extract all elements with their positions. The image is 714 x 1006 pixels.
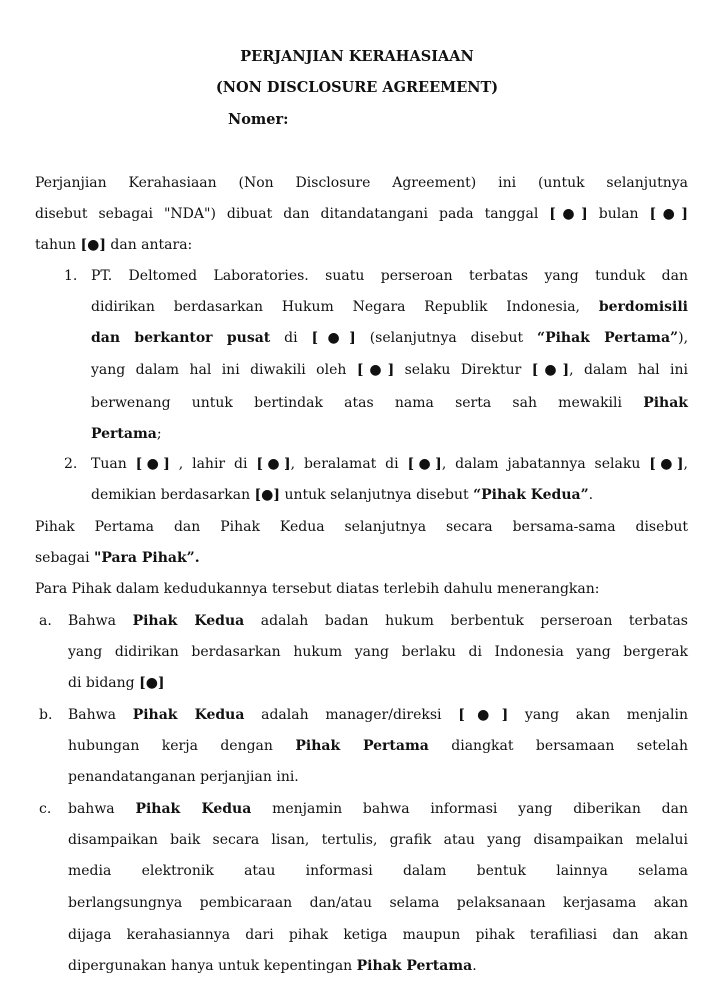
- party-1-text: didirikan berdasarkan Hukum Negara Republik Indonesia,: [91, 299, 581, 315]
- recital-b-line: [68, 706, 688, 724]
- recital-bold: Pihak Kedua: [132, 613, 245, 629]
- intro-line: [35, 205, 688, 223]
- party-1-bold: berdomisili: [598, 299, 688, 315]
- placeholder: [●]: [135, 456, 170, 472]
- defined-term-pihak-pertama: “Pihak Pertama”: [537, 330, 679, 346]
- recital-bold: Pihak Pertama: [356, 958, 473, 974]
- placeholder: [●]: [531, 362, 570, 378]
- party-1-text: ),: [678, 330, 689, 346]
- document-title: PERJANJIAN KERAHASIAAN: [240, 48, 474, 65]
- placeholder-year: [●]: [80, 237, 106, 253]
- party-1-line: [91, 329, 688, 347]
- party-1-bold: dan berkantor pusat: [91, 330, 271, 346]
- recital-text: menjamin bahwa informasi yang diberikan dan: [272, 801, 689, 817]
- party-2-text: , dalam jabatannya selaku: [441, 456, 641, 472]
- recital-c-line: [68, 957, 688, 975]
- para-pihak-text: sebagai: [35, 550, 90, 566]
- intro-text: bulan: [598, 206, 639, 222]
- recital-c-line: disampaikan baik secara lisan, tertulis, grafik atau yang disampaikan melalui: [68, 832, 688, 848]
- recital-text: adalah badan hukum berbentuk perseroan terbatas: [260, 613, 688, 629]
- recital-intro: Para Pihak dalam kedudukannya tersebut diatas terlebih dahulu menerangkan:: [35, 581, 600, 597]
- defined-term-pihak-kedua: “Pihak Kedua”: [473, 487, 589, 503]
- party-2-text: demikian berdasarkan: [91, 487, 251, 503]
- recital-text: dipergunakan hanya untuk kepentingan: [68, 958, 353, 974]
- party-1-text: ;: [156, 426, 162, 442]
- placeholder: [●]: [254, 487, 281, 503]
- recital-text: yang akan menjalin: [524, 707, 688, 723]
- recital-a-line: [68, 674, 688, 692]
- party-2-text: Tuan: [91, 456, 127, 472]
- intro-text: tahun: [35, 237, 77, 253]
- placeholder: [●]: [649, 456, 684, 472]
- recital-c-line: dijaga kerahasiannya dari pihak ketiga maupun pihak terafiliasi dan akan: [68, 927, 688, 943]
- placeholder-month: [●]: [649, 206, 689, 222]
- placeholder-date: [●]: [549, 206, 588, 222]
- recital-b-line: [68, 737, 688, 755]
- placeholder: [●]: [256, 456, 291, 472]
- recital-text: .: [472, 958, 477, 974]
- document-number-label: Nomer:: [228, 111, 289, 128]
- party-2-text: ,: [683, 456, 688, 472]
- party-2-text: .: [588, 487, 594, 503]
- list-marker: c.: [39, 801, 52, 817]
- list-marker: a.: [39, 613, 52, 629]
- party-1-bold: Pertama: [91, 426, 157, 442]
- placeholder: [●]: [139, 675, 165, 691]
- document-subtitle: (NON DISCLOSURE AGREEMENT): [215, 79, 499, 96]
- intro-line: Perjanjian Kerahasiaan (Non Disclosure Agreement) ini (untuk selanjutnya: [35, 175, 688, 191]
- party-1-bold: Pihak: [643, 395, 688, 411]
- party-2-text: , lahir di: [178, 456, 248, 472]
- recital-text: bahwa: [68, 801, 115, 817]
- party-1-text: di: [284, 330, 298, 346]
- party-1-line: [91, 361, 688, 379]
- party-1-line: [91, 425, 688, 443]
- placeholder: [●]: [458, 707, 509, 723]
- party-1-text: yang dalam hal ini diwakili oleh: [91, 362, 347, 378]
- party-1-text: berwenang untuk bertindak atas nama serta sah mewakili: [91, 395, 622, 411]
- party-1-text: (selanjutnya disebut: [369, 330, 524, 346]
- recital-text: adalah manager/direksi: [261, 707, 442, 723]
- party-2-text: , beralamat di: [290, 456, 399, 472]
- list-marker: 1.: [64, 268, 78, 284]
- party-2-text: untuk selanjutnya disebut: [284, 487, 469, 503]
- recital-text: Bahwa: [68, 707, 116, 723]
- placeholder: [●]: [311, 330, 356, 346]
- recital-a-line: [68, 612, 688, 630]
- list-marker: b.: [39, 707, 53, 723]
- recital-text: di bidang: [68, 675, 135, 691]
- recital-bold: Pihak Kedua: [132, 707, 245, 723]
- para-pihak-line: Pihak Pertama dan Pihak Kedua selanjutnya secara bersama-sama disebut: [35, 519, 688, 535]
- party-1-text: selaku Direktur: [404, 362, 522, 378]
- recital-text: diangkat bersamaan setelah: [451, 738, 688, 754]
- party-1-line: [91, 394, 688, 412]
- recital-bold: Pihak Pertama: [295, 738, 429, 754]
- party-1-line: PT. Deltomed Laboratories. suatu perseroan terbatas yang tunduk dan: [91, 268, 688, 284]
- party-1-line: [91, 298, 688, 316]
- para-pihak-line: [35, 549, 688, 567]
- intro-text: dan antara:: [110, 237, 193, 253]
- party-2-line: [91, 486, 688, 504]
- recital-c-line: berlangsungnya pembicaraan dan/atau selama pelaksanaan kerjasama akan: [68, 895, 688, 911]
- list-marker: 2.: [64, 456, 78, 472]
- recital-c-line: media elektronik atau informasi dalam bentuk lainnya selama: [68, 863, 688, 879]
- recital-b-line: penandatanganan perjanjian ini.: [68, 769, 299, 785]
- defined-term-para-pihak: "Para Pihak”.: [94, 550, 200, 566]
- recital-c-line: [68, 800, 688, 818]
- party-1-text: , dalam hal ini: [569, 362, 689, 378]
- intro-line: [35, 236, 688, 254]
- party-2-line: [91, 455, 688, 473]
- intro-text: disebut sebagai "NDA") dibuat dan ditandatangani pada tanggal: [35, 206, 539, 222]
- recital-bold: Pihak Kedua: [135, 801, 252, 817]
- recital-text: Bahwa: [68, 613, 116, 629]
- placeholder: [●]: [356, 362, 395, 378]
- recital-text: hubungan kerja dengan: [68, 738, 273, 754]
- placeholder: [●]: [407, 456, 442, 472]
- recital-a-line: yang didirikan berdasarkan hukum yang berlaku di Indonesia yang bergerak: [68, 644, 688, 660]
